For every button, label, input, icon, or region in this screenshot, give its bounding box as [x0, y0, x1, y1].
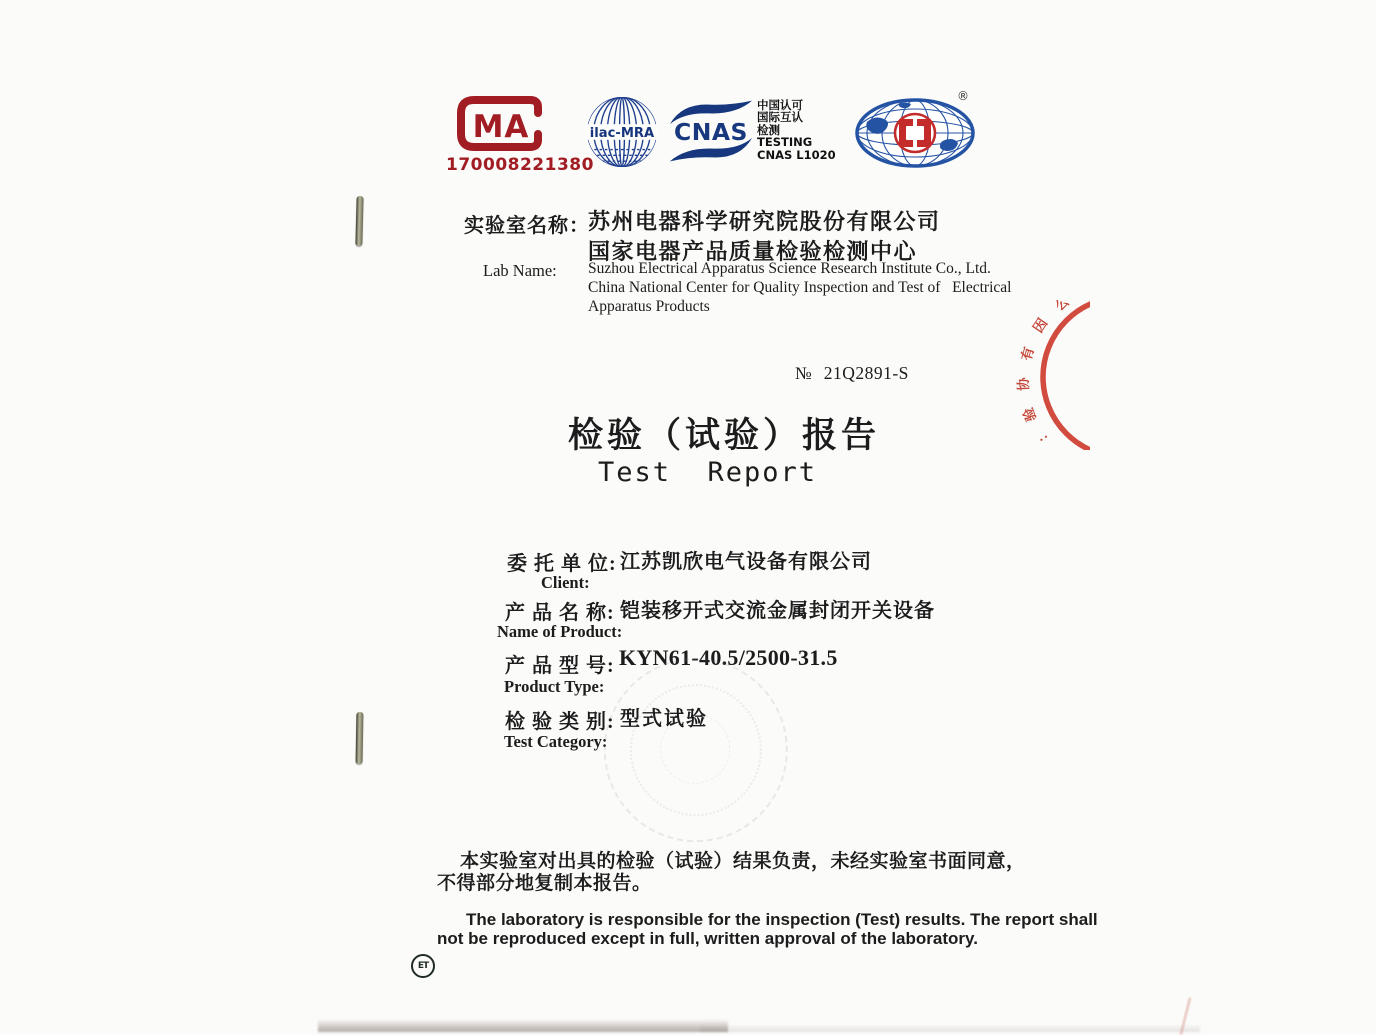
cma-letters: MA	[472, 109, 530, 145]
cma-logo-shape	[454, 94, 560, 152]
cnas-text-line: TESTING	[757, 135, 813, 150]
cnas-text-line: CNAS L1020	[757, 147, 836, 162]
globe-icon	[853, 96, 977, 170]
cnas-label: CNAS	[674, 117, 748, 146]
declaration-zh-line2: 不得部分地复制本报告。	[437, 873, 652, 894]
report-number-value: 21Q2891-S	[823, 363, 909, 383]
test-category-label-en: Test Category:	[504, 732, 608, 751]
test-category-label-zh: 检 验 类 别:	[505, 711, 615, 733]
report-title-zh: 检验（试验）报告	[568, 416, 881, 456]
lab-name-en-line2: China National Center for Quality Inspection and Test of Electrical	[588, 279, 1012, 296]
declaration-zh-line1: 本实验室对出具的检验（试验）结果负责，未经实验室书面同意，	[460, 851, 1026, 872]
scan-edge-shadow	[318, 1019, 728, 1032]
cnas-text-line: 检测	[757, 122, 780, 137]
product-type-label-zh: 产 品 型 号:	[505, 655, 615, 677]
report-number	[795, 363, 909, 384]
registered-trademark-icon: ®	[957, 89, 969, 103]
lab-name-zh-line1: 苏州电器科学研究院股份有限公司	[588, 209, 941, 234]
lab-name-label-en: Lab Name:	[483, 261, 557, 280]
seal-char: ：	[1031, 425, 1053, 446]
lab-name-zh-line2: 国家电器产品质量检验检测中心	[588, 239, 918, 264]
product-name-label-en: Name of Product:	[497, 622, 623, 641]
client-value: 江苏凯欣电气设备有限公司	[620, 551, 872, 573]
seal-char: 有	[1018, 345, 1038, 363]
cma-certification-logo	[446, 94, 594, 175]
cnas-text-line: 国际互认	[757, 110, 803, 125]
product-type-label-en: Product Type:	[504, 677, 605, 696]
client-label-en: Client:	[541, 573, 590, 592]
test-category-value: 型式试验	[620, 708, 708, 730]
scan-edge-shadow	[700, 1024, 1200, 1032]
declaration-en-line2: not be reproduced except in full, written approval of the laboratory.	[437, 929, 978, 948]
seal-char: 公	[1052, 300, 1073, 315]
cnas-icon	[666, 100, 756, 162]
red-seal-partial	[1005, 300, 1090, 455]
cnas-text-line: 中国认可	[757, 98, 803, 112]
ilac-mra-label: ilac-MRA	[589, 125, 655, 141]
cma-certificate-number: 170008221380	[446, 155, 594, 175]
et-press-mark-icon: ET	[411, 954, 435, 978]
seal-char: 验	[1020, 405, 1041, 424]
staple-icon	[355, 196, 363, 246]
ilac-mra-icon	[585, 95, 659, 169]
product-type-value: KYN61-40.5/2500-31.5	[619, 645, 838, 670]
client-label-zh: 委 托 单 位:	[507, 553, 617, 575]
cnas-logo	[666, 100, 756, 167]
seal-char: 因	[1030, 315, 1052, 336]
product-name-value: 铠装移开式交流金属封闭开关设备	[620, 600, 935, 622]
seal-char: 协	[1015, 377, 1033, 392]
red-seal-icon	[1005, 300, 1090, 450]
lab-name-en-line1: Suzhou Electrical Apparatus Science Research Institute Co., Ltd.	[588, 260, 991, 277]
declaration-en-line1: The laboratory is responsible for the inspection (Test) results. The report shall	[466, 910, 1098, 929]
staple-icon	[356, 712, 364, 764]
lab-name-en-line3: Apparatus Products	[588, 298, 710, 315]
ilac-mra-logo	[585, 95, 659, 174]
cnas-accreditation-text	[757, 99, 836, 161]
product-name-label-zh: 产 品 名 称:	[505, 602, 615, 624]
numero-symbol: №	[795, 363, 812, 383]
globe-certification-logo	[853, 96, 977, 175]
report-title-en: Test Report	[598, 457, 818, 488]
lab-name-label-zh: 实验室名称：	[464, 215, 590, 237]
